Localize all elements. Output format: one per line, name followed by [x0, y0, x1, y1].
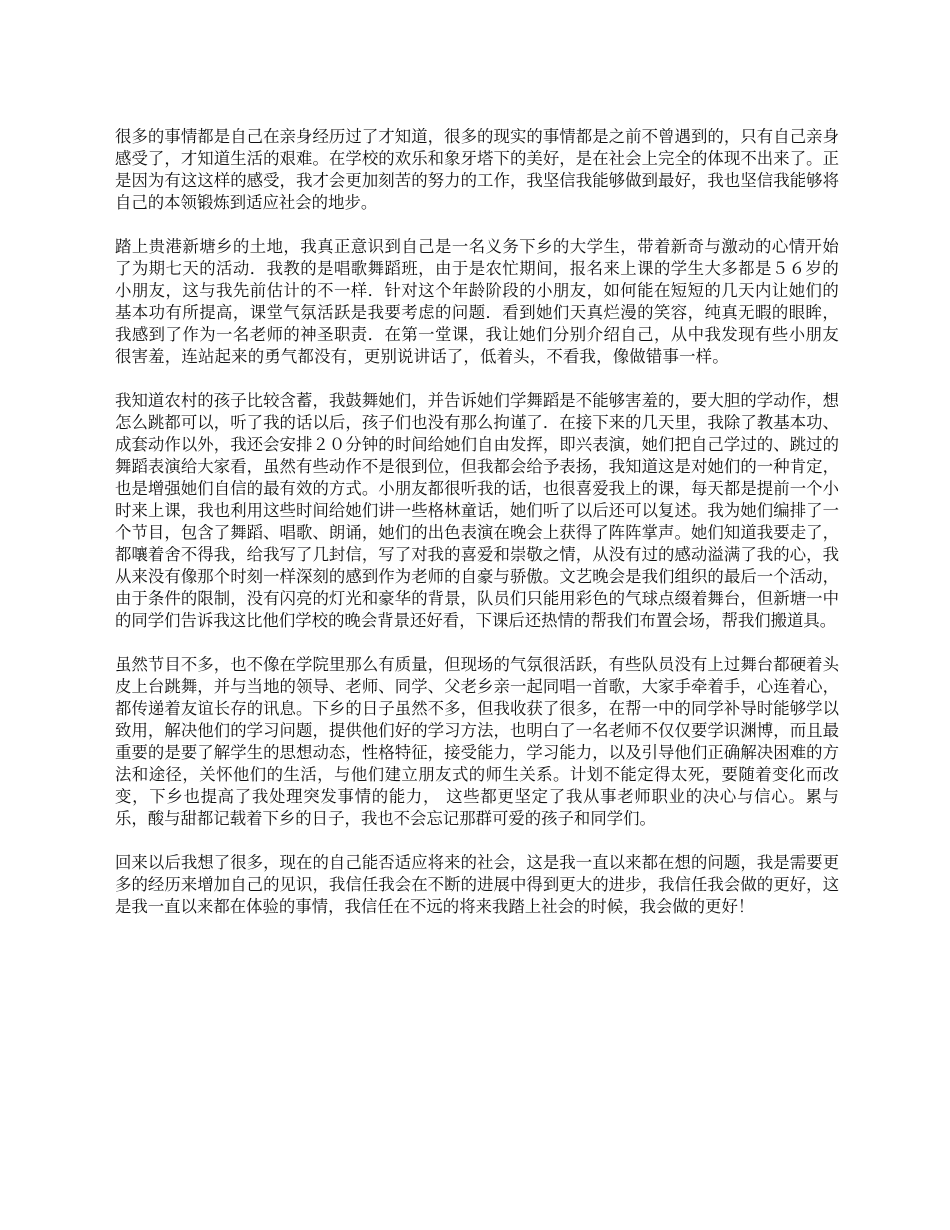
- paragraph-3: 我知道农村的孩子比较含蓄，我鼓舞她们，并告诉她们学舞蹈是不能够害羞的，要大胆的学动作，想怎么跳都可以，听了我的话以后，孩子们也没有那么拘谨了．在接下来的几天里，我除了教基本功、成套动作以外，我还会安排２０分钟的时间给她们自由发挥，即兴表演，她们把自己学过的、跳过的舞蹈表演给大家看，虽然有些动作不是很到位，但我都会给予表扬，我知道这是对她们的一种肯定，也是增强她们自信的最有效的方式。小朋友都很听我的话，也很喜爱我上的课，每天都是提前一个小时来上课，我也利用这些时间给她们讲一些格林童话，她们听了以后还可以复述。我为她们编排了一个节目，包含了舞蹈、唱歌、朗诵，她们的出色表演在晚会上获得了阵阵掌声。她们知道我要走了，都嚷着舍不得我，给我写了几封信，写了对我的喜爱和崇敬之情，从没有过的感动溢满了我的心，我从来没有像那个时刻一样深刻的感到作为老师的自豪与骄傲。文艺晚会是我们组织的最后一个活动，由于条件的限制，没有闪亮的灯光和豪华的背景，队员们只能用彩色的气球点缀着舞台，但新塘一中的同学们告诉我这比他们学校的晚会背景还好看，下课后还热情的帮我们布置会场，帮我们搬道具。: [115, 391, 839, 630]
- paragraph-1: 很多的事情都是自己在亲身经历过了才知道，很多的现实的事情都是之前不曾遇到的，只有自己亲身感受了，才知道生活的艰难。在学校的欢乐和象牙塔下的美好，是在社会上完全的体现不出来了。正是因为有这这样的感受，我才会更加刻苦的努力的工作，我坚信我能够做到最好，我也坚信我能够将自己的本领锻炼到适应社会的地步。: [115, 127, 839, 212]
- document-body: [115, 126, 839, 940]
- paragraph-5: 回来以后我想了很多，现在的自己能否适应将来的社会，这是我一直以来都在想的问题，我是需要更多的经历来增加自己的见识，我信任我会在不断的进展中得到更大的进步，我信任我会做的更好，这是我一直以来都在体验的事情，我信任在不远的将来我踏上社会的时候，我会做的更好！: [115, 853, 839, 916]
- paragraph-2: 踏上贵港新塘乡的土地，我真正意识到自己是一名义务下乡的大学生，带着新奇与激动的心情开始了为期七天的活动．我教的是唱歌舞蹈班，由于是农忙期间，报名来上课的学生大多都是５６岁的小朋友，这与我先前估计的不一样．针对这个年龄阶段的小朋友，如何能在短短的几天内让她们的基本功有所提高，课堂气氛活跃是我要考虑的问题．看到她们天真烂漫的笑容，纯真无暇的眼眸，我感到了作为一名老师的神圣职责．在第一堂课，我让她们分别介绍自己，从中我发现有些小朋友很害羞，连站起来的勇气都没有，更别说讲话了，低着头，不看我，像做错事一样。: [115, 237, 839, 366]
- paragraph-4: 虽然节目不多，也不像在学院里那么有质量，但现场的气氛很活跃，有些队员没有上过舞台都硬着头皮上台跳舞，并与当地的领导、老师、同学、父老乡亲一起同唱一首歌，大家手牵着手，心连着心，都传递着友谊长存的讯息。下乡的日子虽然不多，但我收获了很多，在帮一中的同学补导时能够学以致用，解决他们的学习问题，提供他们好的学习方法，也明白了一名老师不仅仅要学识渊博，而且最重要的是要了解学生的思想动态，性格特征，接受能力，学习能力，以及引导他们正确解决困难的方法和途径，关怀他们的生活，与他们建立朋友式的师生关系。计划不能定得太死，要随着变化而改变，下乡也提高了我处理突发事情的能力， 这些都更坚定了我从事老师职业的决心与信心。累与乐，酸与甜都记载着下乡的日子，我也不会忘记那群可爱的孩子和同学们。: [115, 655, 839, 828]
